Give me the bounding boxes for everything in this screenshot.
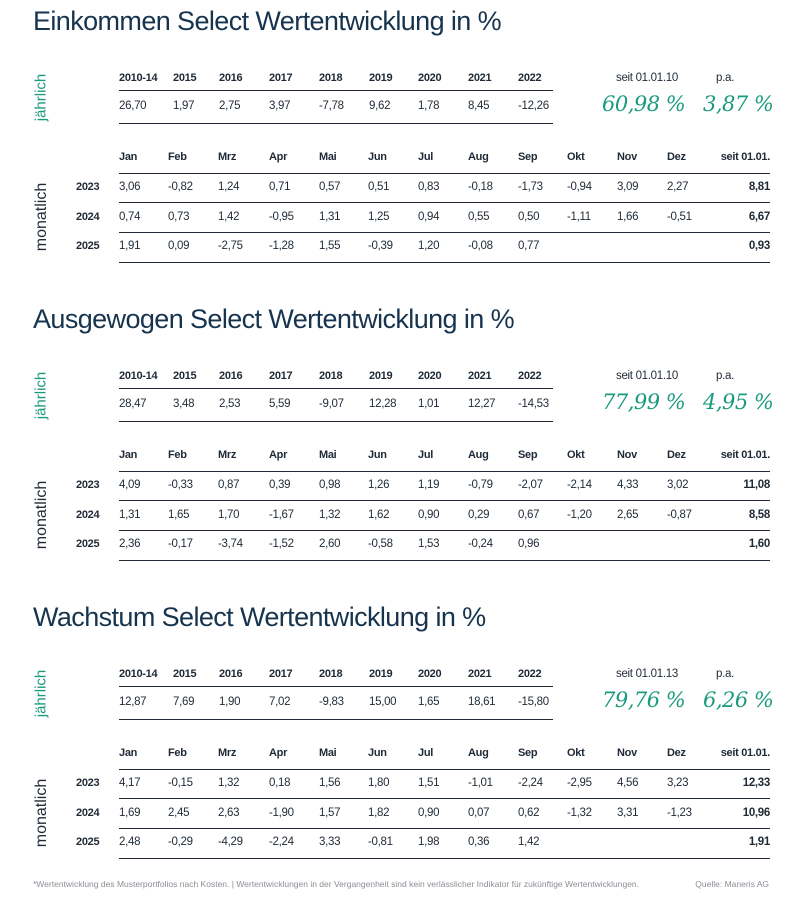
footer-note: *Wertentwicklung des Musterportfolios nach Kosten. | Wertentwicklungen in der Vergangenheit sind kein verlässlicher Indikator für zukünftige Wertentwicklungen.: [33, 879, 640, 889]
monthly-value: 0,55: [468, 211, 490, 223]
year-header: 2010-14: [119, 668, 158, 680]
monthly-value: -1,90: [269, 807, 294, 819]
annual-bottom-rule: [119, 421, 553, 422]
annual-value: 12,27: [468, 398, 496, 410]
annual-value: 2,53: [219, 398, 241, 410]
monthly-value: 0,50: [518, 211, 540, 223]
monthly-value: 0,62: [518, 807, 540, 819]
monthly-value: -0,95: [269, 211, 294, 223]
monthly-value: -2,07: [518, 479, 543, 491]
annual-value: 1,90: [219, 696, 241, 708]
annual-value: 1,97: [173, 100, 195, 112]
annual-value: 8,45: [468, 100, 490, 112]
section-2: [0, 298, 793, 596]
month-header: Dez: [667, 747, 686, 759]
monthly-value: 0,51: [368, 181, 390, 193]
monthly-label: monatlich: [33, 480, 50, 550]
pa-value: 4,95 %: [703, 390, 774, 414]
monthly-value: -4,29: [218, 836, 243, 848]
monthly-value: 1,25: [368, 211, 390, 223]
month-header: Mai: [319, 747, 337, 759]
monthly-value: 1,62: [368, 509, 390, 521]
monthly-rule: [119, 202, 770, 203]
annual-value: 15,00: [369, 696, 397, 708]
annual-value: -7,78: [319, 100, 344, 112]
month-header: Aug: [468, 449, 489, 461]
total-header: seit 01.01.: [720, 747, 770, 759]
monthly-value: 0,90: [418, 509, 440, 521]
monthly-rule: [119, 769, 770, 770]
pa-label: p.a.: [716, 72, 734, 84]
monthly-value: 0,71: [269, 181, 291, 193]
since-label: seit 01.01.13: [616, 668, 678, 680]
monthly-value: 4,56: [617, 777, 639, 789]
pa-value: 3,87 %: [703, 92, 774, 116]
monthly-value: -0,39: [368, 240, 393, 252]
monthly-rule: [119, 500, 770, 501]
year-header: 2021: [468, 668, 492, 680]
annual-header-rule: [119, 388, 553, 389]
row-total: 6,67: [748, 211, 770, 223]
monthly-value: 1,24: [218, 181, 240, 193]
monthly-rule: [119, 471, 770, 472]
monthly-value: 1,69: [119, 807, 141, 819]
monthly-value: 3,31: [617, 807, 639, 819]
year-header: 2022: [518, 668, 542, 680]
year-header: 2020: [418, 370, 442, 382]
monthly-value: 1,80: [368, 777, 390, 789]
month-header: Apr: [269, 449, 288, 461]
monthly-label: monatlich: [33, 182, 50, 252]
month-header: Dez: [667, 151, 686, 163]
annual-value: -15,80: [518, 696, 549, 708]
monthly-value: 1,32: [218, 777, 240, 789]
section-title: Ausgewogen Select Wertentwicklung in %: [33, 304, 514, 334]
annual-label: jährlich: [32, 371, 50, 420]
monthly-value: 1,26: [368, 479, 390, 491]
year-header: 2020: [418, 72, 442, 84]
row-total: 1,91: [748, 836, 770, 848]
month-header: Jul: [418, 449, 433, 461]
row-year: 2023: [76, 777, 100, 789]
monthly-value: 2,45: [168, 807, 190, 819]
annual-value: 3,48: [173, 398, 195, 410]
year-header: 2018: [319, 668, 343, 680]
row-total: 8,58: [748, 509, 770, 521]
monthly-value: -0,18: [468, 181, 493, 193]
monthly-value: 0,98: [319, 479, 341, 491]
month-header: Apr: [269, 151, 288, 163]
annual-header-rule: [119, 90, 553, 91]
monthly-value: 0,96: [518, 538, 540, 550]
monthly-value: 0,94: [418, 211, 440, 223]
monthly-label: monatlich: [33, 778, 50, 848]
monthly-value: -0,58: [368, 538, 393, 550]
monthly-value: -0,82: [168, 181, 193, 193]
annual-value: -9,07: [319, 398, 344, 410]
annual-value: -12,26: [518, 100, 549, 112]
month-header: Okt: [567, 151, 585, 163]
section-title: Einkommen Select Wertentwicklung in %: [33, 6, 502, 36]
row-year: 2024: [76, 509, 100, 521]
monthly-value: -1,52: [269, 538, 294, 550]
monthly-value: 4,33: [617, 479, 639, 491]
monthly-value: 0,09: [168, 240, 190, 252]
month-header: Jun: [368, 151, 387, 163]
year-header: 2015: [173, 668, 197, 680]
monthly-value: 4,17: [119, 777, 141, 789]
annual-value: 12,87: [119, 696, 147, 708]
annual-value: 9,62: [369, 100, 391, 112]
monthly-value: 0,74: [119, 211, 141, 223]
month-header: Sep: [518, 747, 538, 759]
monthly-value: -0,79: [468, 479, 493, 491]
annual-bottom-rule: [119, 123, 553, 124]
year-header: 2016: [219, 370, 243, 382]
monthly-value: 1,53: [418, 538, 440, 550]
monthly-value: 2,60: [319, 538, 341, 550]
annual-value: 12,28: [369, 398, 397, 410]
annual-value: 1,78: [418, 100, 440, 112]
row-year: 2025: [76, 538, 100, 550]
month-header: Mai: [319, 449, 337, 461]
monthly-value: -2,14: [567, 479, 592, 491]
annual-value: -9,83: [319, 696, 344, 708]
monthly-value: 1,65: [168, 509, 190, 521]
row-year: 2023: [76, 181, 100, 193]
monthly-rule: [119, 262, 770, 263]
month-header: Okt: [567, 449, 585, 461]
month-header: Jan: [119, 151, 138, 163]
row-total: 0,93: [748, 240, 770, 252]
row-year: 2024: [76, 807, 100, 819]
monthly-value: -1,20: [567, 509, 592, 521]
annual-value: 1,65: [418, 696, 440, 708]
monthly-value: 2,27: [667, 181, 689, 193]
month-header: Mrz: [218, 747, 237, 759]
monthly-value: 1,56: [319, 777, 341, 789]
monthly-value: -3,74: [218, 538, 243, 550]
year-header: 2010-14: [119, 370, 158, 382]
monthly-value: -0,24: [468, 538, 493, 550]
month-header: Jun: [368, 449, 387, 461]
month-header: Dez: [667, 449, 686, 461]
monthly-value: 1,20: [418, 240, 440, 252]
monthly-rule: [119, 173, 770, 174]
monthly-value: 0,57: [319, 181, 341, 193]
monthly-value: 1,31: [319, 211, 341, 223]
year-header: 2020: [418, 668, 442, 680]
annual-value: 26,70: [119, 100, 147, 112]
monthly-value: 1,42: [518, 836, 540, 848]
total-header: seit 01.01.: [720, 449, 770, 461]
year-header: 2010-14: [119, 72, 158, 84]
year-header: 2017: [269, 370, 293, 382]
year-header: 2021: [468, 370, 492, 382]
monthly-value: 2,65: [617, 509, 639, 521]
monthly-rule: [119, 828, 770, 829]
month-header: Sep: [518, 151, 538, 163]
monthly-rule: [119, 858, 770, 859]
monthly-value: -1,67: [269, 509, 294, 521]
monthly-value: 0,67: [518, 509, 540, 521]
month-header: Jul: [418, 747, 433, 759]
monthly-value: -2,95: [567, 777, 592, 789]
month-header: Apr: [269, 747, 288, 759]
monthly-value: -1,73: [518, 181, 543, 193]
year-header: 2016: [219, 668, 243, 680]
section-3: [0, 596, 793, 894]
annual-label: jährlich: [32, 669, 50, 718]
monthly-rule: [119, 798, 770, 799]
monthly-value: -1,01: [468, 777, 493, 789]
annual-label: jährlich: [32, 73, 50, 122]
year-header: 2015: [173, 370, 197, 382]
annual-value: 2,75: [219, 100, 241, 112]
monthly-value: -0,94: [567, 181, 592, 193]
monthly-value: -2,24: [269, 836, 294, 848]
monthly-value: 3,09: [617, 181, 639, 193]
monthly-value: -1,11: [567, 211, 591, 223]
monthly-rule: [119, 560, 770, 561]
annual-value: 7,02: [269, 696, 291, 708]
monthly-value: 1,42: [218, 211, 240, 223]
since-value: 79,76 %: [602, 688, 686, 712]
monthly-value: 1,51: [418, 777, 440, 789]
since-label: seit 01.01.10: [616, 370, 678, 382]
row-total: 1,60: [748, 538, 770, 550]
monthly-value: 1,55: [319, 240, 341, 252]
monthly-value: 0,83: [418, 181, 440, 193]
monthly-value: 0,29: [468, 509, 490, 521]
annual-value: 7,69: [173, 696, 195, 708]
footer-source: Quelle: Maneris AG: [695, 879, 769, 889]
month-header: Nov: [617, 449, 637, 461]
since-label: seit 01.01.10: [616, 72, 678, 84]
monthly-value: 1,19: [418, 479, 440, 491]
monthly-value: -1,32: [567, 807, 592, 819]
monthly-value: -0,29: [168, 836, 193, 848]
year-header: 2016: [219, 72, 243, 84]
annual-value: 5,59: [269, 398, 291, 410]
month-header: Okt: [567, 747, 585, 759]
year-header: 2017: [269, 668, 293, 680]
section-1: [0, 0, 793, 298]
month-header: Feb: [168, 747, 187, 759]
monthly-value: -2,24: [518, 777, 543, 789]
row-year: 2024: [76, 211, 100, 223]
monthly-value: 3,02: [667, 479, 689, 491]
month-header: Feb: [168, 449, 187, 461]
year-header: 2018: [319, 370, 343, 382]
year-header: 2015: [173, 72, 197, 84]
monthly-value: 0,73: [168, 211, 190, 223]
month-header: Jan: [119, 449, 138, 461]
monthly-value: -1,23: [667, 807, 692, 819]
monthly-value: 0,18: [269, 777, 291, 789]
year-header: 2017: [269, 72, 293, 84]
monthly-value: 1,70: [218, 509, 240, 521]
year-header: 2022: [518, 72, 542, 84]
monthly-value: 0,39: [269, 479, 291, 491]
monthly-rule: [119, 530, 770, 531]
month-header: Mrz: [218, 449, 237, 461]
annual-bottom-rule: [119, 719, 553, 720]
annual-value: 3,97: [269, 100, 291, 112]
month-header: Mrz: [218, 151, 237, 163]
year-header: 2022: [518, 370, 542, 382]
annual-value: 1,01: [418, 398, 440, 410]
row-year: 2023: [76, 479, 100, 491]
monthly-value: 1,82: [368, 807, 390, 819]
monthly-value: 3,06: [119, 181, 141, 193]
monthly-value: 1,57: [319, 807, 341, 819]
month-header: Feb: [168, 151, 187, 163]
annual-value: 28,47: [119, 398, 147, 410]
month-header: Nov: [617, 747, 637, 759]
monthly-value: -0,33: [168, 479, 193, 491]
year-header: 2019: [369, 668, 393, 680]
monthly-value: 2,48: [119, 836, 141, 848]
pa-label: p.a.: [716, 668, 734, 680]
pa-value: 6,26 %: [703, 688, 774, 712]
row-total: 8,81: [748, 181, 770, 193]
monthly-rule: [119, 232, 770, 233]
monthly-value: -0,08: [468, 240, 493, 252]
monthly-value: 3,33: [319, 836, 341, 848]
monthly-value: 0,07: [468, 807, 490, 819]
month-header: Aug: [468, 747, 489, 759]
monthly-value: 1,66: [617, 211, 639, 223]
monthly-value: -2,75: [218, 240, 243, 252]
row-total: 12,33: [742, 777, 770, 789]
month-header: Sep: [518, 449, 538, 461]
month-header: Jun: [368, 747, 387, 759]
monthly-value: -0,17: [168, 538, 193, 550]
monthly-value: -0,15: [168, 777, 193, 789]
year-header: 2018: [319, 72, 343, 84]
total-header: seit 01.01.: [720, 151, 770, 163]
since-value: 77,99 %: [602, 390, 686, 414]
pa-label: p.a.: [716, 370, 734, 382]
monthly-value: 0,87: [218, 479, 240, 491]
monthly-value: -0,87: [667, 509, 692, 521]
month-header: Nov: [617, 151, 637, 163]
month-header: Jul: [418, 151, 433, 163]
monthly-value: 3,23: [667, 777, 689, 789]
annual-value: 18,61: [468, 696, 496, 708]
monthly-value: 0,36: [468, 836, 490, 848]
monthly-value: 0,77: [518, 240, 540, 252]
monthly-value: 1,31: [119, 509, 141, 521]
month-header: Jan: [119, 747, 138, 759]
year-header: 2019: [369, 370, 393, 382]
monthly-value: 1,91: [119, 240, 141, 252]
monthly-value: -1,28: [269, 240, 294, 252]
annual-header-rule: [119, 686, 553, 687]
section-title: Wachstum Select Wertentwicklung in %: [33, 602, 486, 632]
monthly-value: -0,81: [368, 836, 393, 848]
annual-value: -14,53: [518, 398, 549, 410]
monthly-value: 1,32: [319, 509, 341, 521]
monthly-value: 2,36: [119, 538, 141, 550]
row-year: 2025: [76, 240, 100, 252]
monthly-value: 4,09: [119, 479, 141, 491]
row-year: 2025: [76, 836, 100, 848]
since-value: 60,98 %: [602, 92, 686, 116]
month-header: Aug: [468, 151, 489, 163]
monthly-value: 0,90: [418, 807, 440, 819]
monthly-value: 1,98: [418, 836, 440, 848]
monthly-value: -0,51: [667, 211, 692, 223]
monthly-value: 2,63: [218, 807, 240, 819]
month-header: Mai: [319, 151, 337, 163]
year-header: 2021: [468, 72, 492, 84]
year-header: 2019: [369, 72, 393, 84]
row-total: 10,96: [742, 807, 770, 819]
row-total: 11,08: [743, 479, 770, 491]
